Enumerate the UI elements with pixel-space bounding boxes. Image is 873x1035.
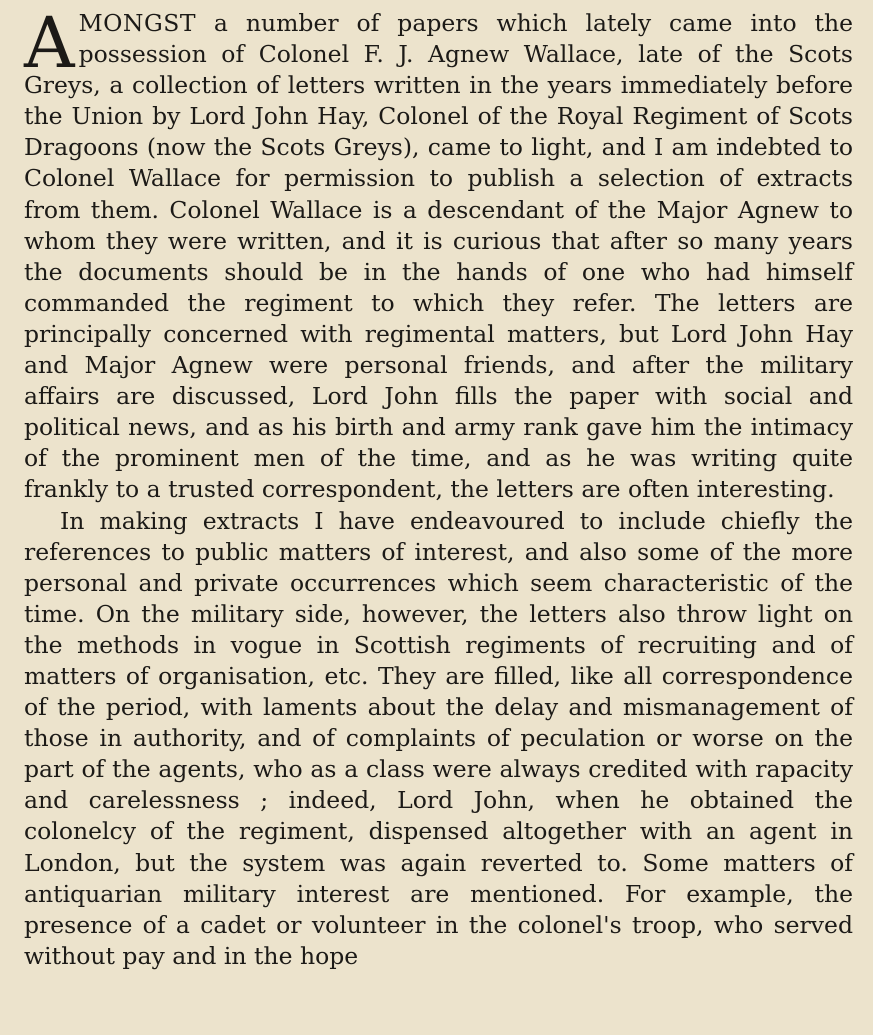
lead-word: MONGST	[78, 9, 196, 37]
paragraph-2-text: In making extracts I have endeavoured to include chiefly the references to public matters of interest, and also some of the more personal and private occurrences which seem characteristic of the time. On the military side, however, the letters also throw light on the methods in vogue in Scottish regiments of recruiting and of matters of organisation, etc. They are filled, like all correspondence of the period, with laments about the delay and mismanagement of those in authority, and of complaints of peculation or worse on the part of the agents, who as a class were always credited with rapacity and carelessness ; indeed, Lord John, when he obtained the colonelcy of the regiment, dispensed altogether with an agent in London, but the system was again reverted to. Some matters of antiquarian military interest are mentioned. For example, the presence of a cadet or volunteer in the colonel's troop, who served without pay and in the hope	[24, 506, 853, 970]
drop-cap-letter: A	[24, 2, 75, 84]
document-page	[24, 2, 853, 972]
paragraph-2	[24, 506, 853, 972]
paragraph-1	[24, 2, 853, 506]
paragraph-1-text: a number of papers which lately came into the possession of Colonel F. J. Agnew Wallace, late of the Scots Greys, a collection of letters written in the years immediately before the Union by Lord John Hay, Colonel of the Royal Regiment of Scots Dragoons (now the Scots Greys), came to light, and I am indebted to Colonel Wallace for permission to publish a selection of extracts from them. Colonel Wallace is a descendant of the Major Agnew to whom they were written, and it is curious that after so many years the documents should be in the hands of one who had himself commanded the regiment to which they refer. The letters are principally concerned with regimental matters, but Lord John Hay and Major Agnew were personal friends, and after the military affairs are discussed, Lord John fills the paper with social and political news, and as his birth and army rank gave him the intimacy of the prominent men of the time, and as he was writing quite frankly to a trusted correspondent, the letters are often interesting.	[24, 9, 853, 504]
